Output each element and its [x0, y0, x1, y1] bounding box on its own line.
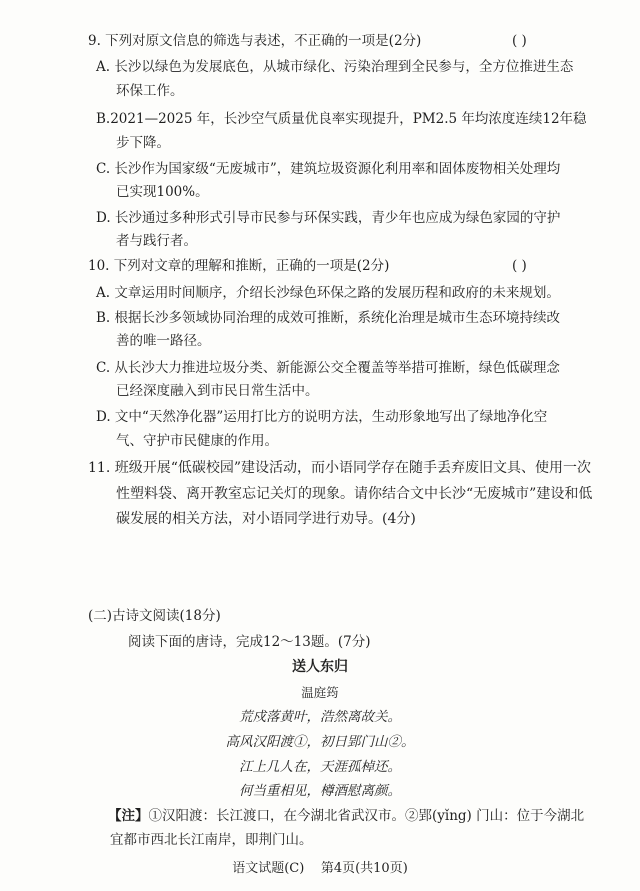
q9-stem: 9. 下列对原文信息的筛选与表述，不正确的一项是(2分): [88, 33, 422, 49]
poem-line-1: 荒戍落黄叶，浩然离故关。: [239, 709, 401, 725]
q10-stem: 10. 下列对文章的理解和推断，正确的一项是(2分): [88, 258, 390, 274]
q10-option-d: D. 文中“天然净化器”运用打比方的说明方法，生动形象地写出了绿地净化空: [96, 409, 548, 425]
q10-option-c: C. 从长沙大力推进垃圾分类、新能源公交全覆盖等举措可推断，绿色低碳理念: [96, 360, 560, 376]
q9-option-c: C. 长沙作为国家级“无废城市”，建筑垃圾资源化利用率和固体废物相关处理均: [96, 161, 561, 177]
q11-line-1: 11. 班级开展“低碳校园”建设活动，而小语同学存在随手丢弃废旧文具、使用一次: [88, 460, 592, 476]
q10-option-b: B. 根据长沙多领域协同治理的成效可推断，系统化治理是城市生态环境持续改: [96, 310, 561, 326]
q10-option-a: A. 文章运用时间顺序，介绍长沙绿色环保之路的发展历程和政府的未来规划。: [96, 285, 560, 301]
poem-line-2: 高风汉阳渡①，初日郢门山②。: [225, 734, 415, 750]
note-label: 【注】: [108, 808, 149, 824]
note-line-2: 宜都市西北长江南岸，即荆门山。: [110, 832, 313, 848]
poem-line-3: 江上几人在，天涯孤棹还。: [239, 759, 401, 775]
q9-option-c-cont: 已实现100%。: [116, 184, 209, 200]
q9-answer-paren: ( ): [512, 33, 527, 49]
poem-author: 温庭筠: [301, 685, 339, 700]
q9-option-b-cont: 步下降。: [116, 135, 170, 151]
note-line-1: [108, 807, 584, 825]
q10-option-d-cont: 气、守护市民健康的作用。: [116, 433, 278, 449]
q9-option-a: A. 长沙以绿色为发展底色，从城市绿化、污染治理到全民参与，全方位推进生态: [96, 59, 574, 75]
note-text-1: ①汉阳渡：长江渡口，在今湖北省武汉市。②郢(yǐng) 门山：位于今湖北: [148, 808, 585, 824]
q9-option-d: D. 长沙通过多种形式引导市民参与环保实践，青少年也应成为绿色家园的守护: [96, 210, 561, 226]
q9-option-d-cont: 者与践行者。: [116, 233, 197, 249]
section-intro: 阅读下面的唐诗，完成12～13题。(7分): [128, 634, 371, 650]
page-footer: 语文试题(C) 第4页(共10页): [232, 861, 408, 876]
q10-answer-paren: ( ): [512, 258, 527, 274]
poem-line-4: 何当重相见，樽酒慰离颜。: [239, 783, 401, 799]
q11-line-2: 性塑料袋、离开教室忘记关灯的现象。请你结合文中长沙“无废城市”建设和低: [116, 486, 593, 502]
poem-title: 送人东归: [292, 659, 348, 675]
q9-option-a-cont: 环保工作。: [116, 83, 184, 99]
section-heading: (二)古诗文阅读(18分): [88, 608, 221, 624]
q10-option-c-cont: 已经深度融入到市民日常生活中。: [116, 383, 319, 399]
q10-option-b-cont: 善的唯一路径。: [116, 333, 211, 349]
q9-option-b: B.2021—2025 年，长沙空气质量优良率实现提升，PM2.5 年均浓度连续12年稳: [96, 111, 587, 127]
q11-line-3: 碳发展的相关方法，对小语同学进行劝导。(4分): [116, 511, 416, 527]
